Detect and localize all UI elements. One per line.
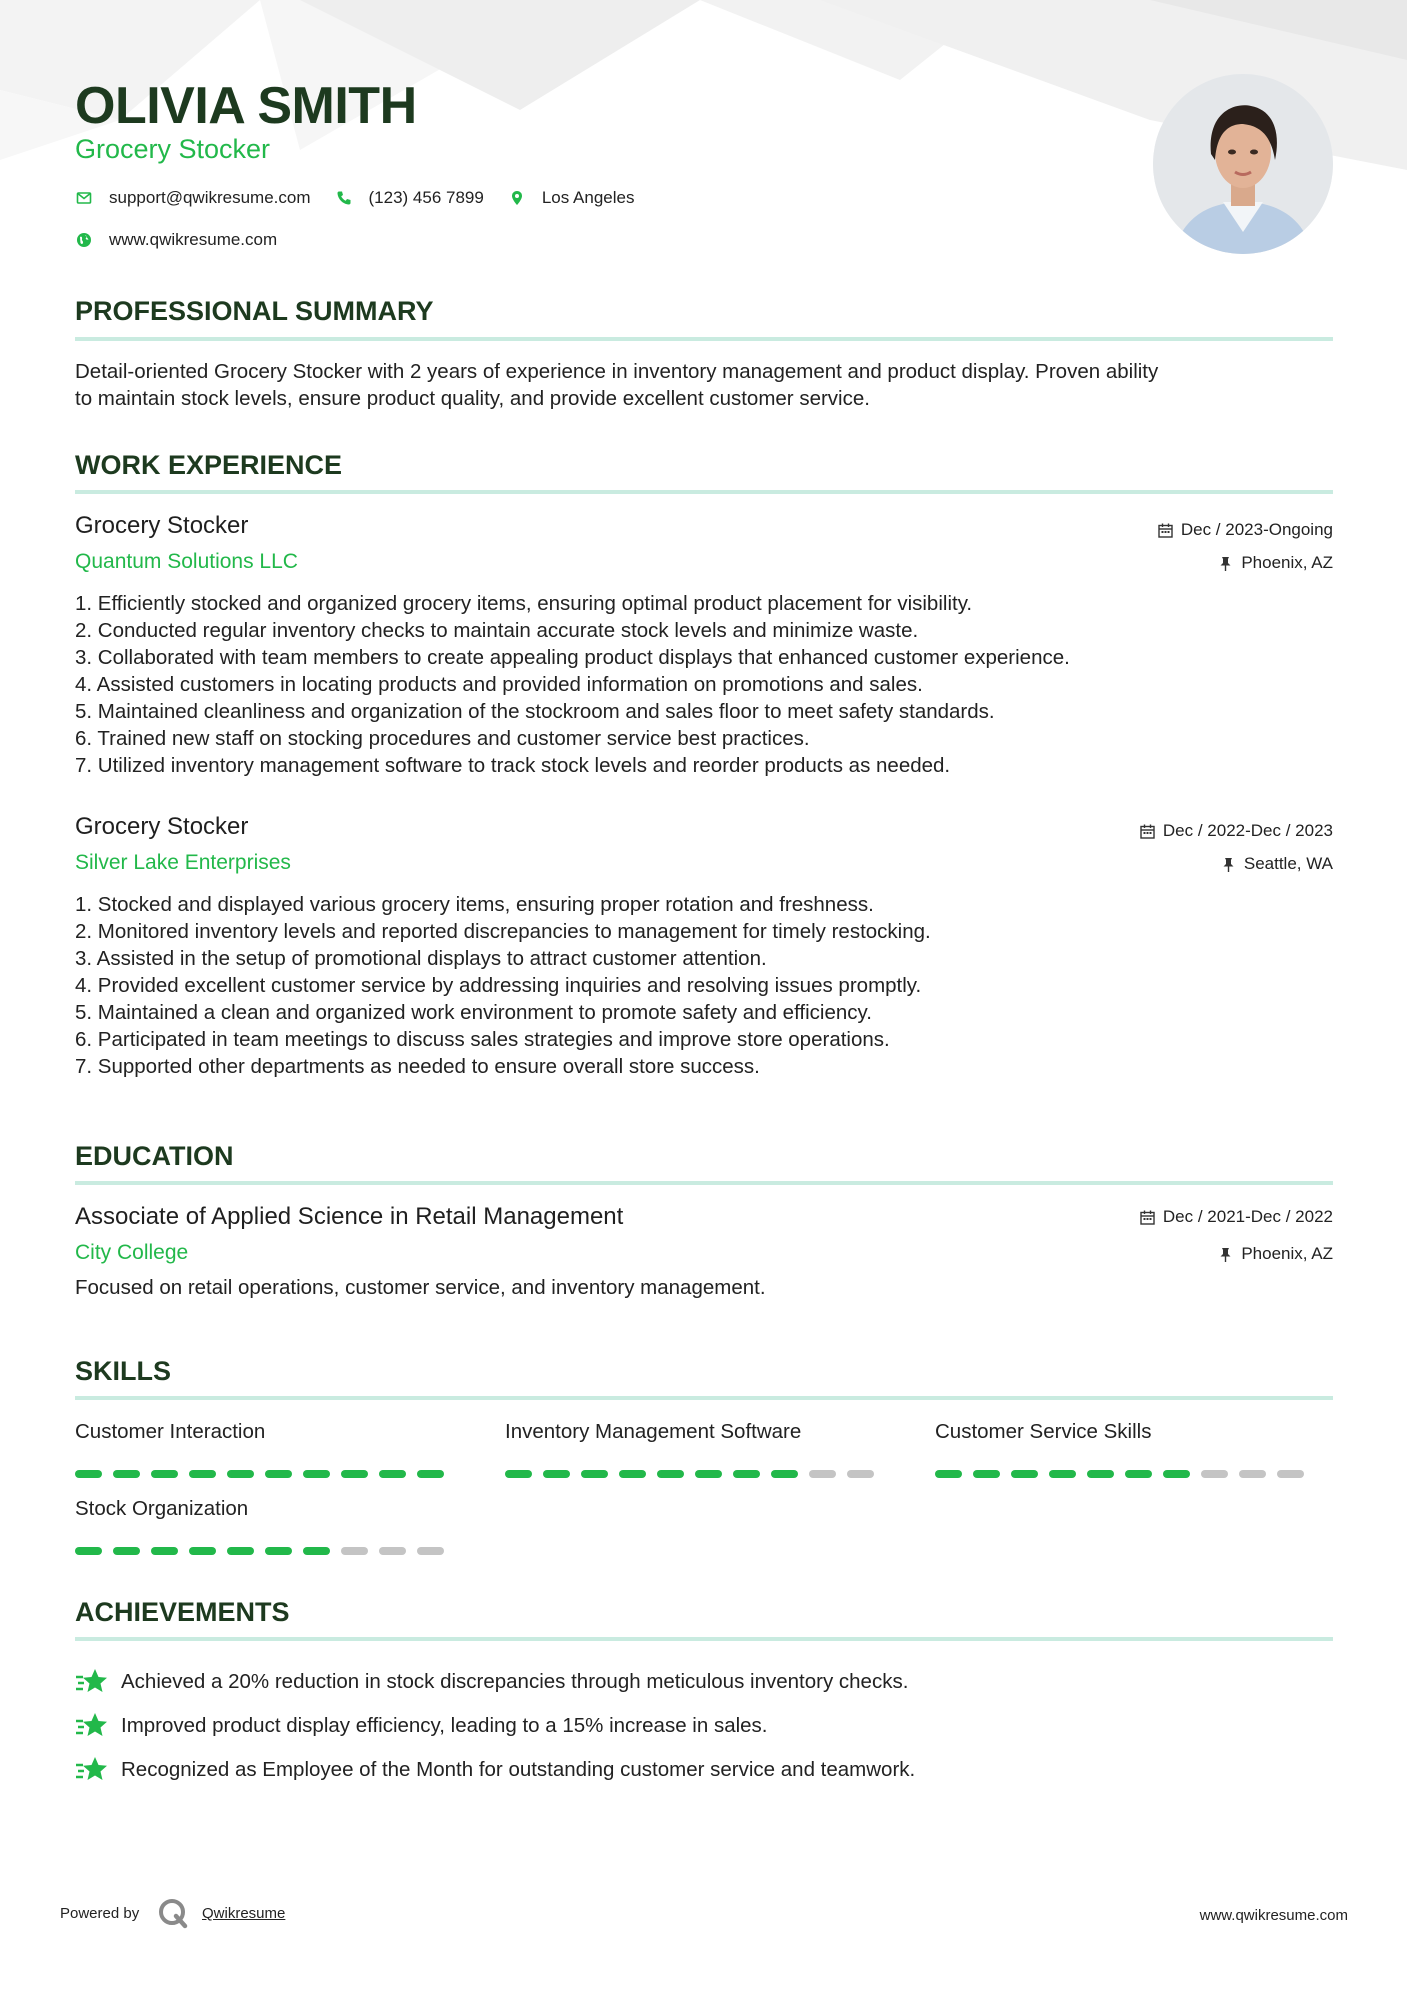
page-footer: [0, 1895, 1407, 1935]
star-award-icon: [75, 1711, 109, 1741]
skill-dash-filled: [265, 1547, 292, 1555]
skill-dash-empty: [847, 1470, 874, 1478]
pushpin-icon: [1218, 1247, 1233, 1262]
education-location-text: Phoenix, AZ: [1241, 1244, 1333, 1263]
list-item: 4. Assisted customers in locating products and provided information on promotions and sales.: [75, 673, 923, 696]
skill-dash-empty: [417, 1547, 444, 1555]
achievements-list: [75, 1660, 915, 1792]
list-item: 1. Efficiently stocked and organized grocery items, ensuring optimal product placement for visibility.: [75, 592, 973, 615]
skill-dash-empty: [341, 1547, 368, 1555]
phone-text: (123) 456 7899: [368, 188, 484, 207]
skill-dash-filled: [303, 1470, 330, 1478]
email-text: support@qwikresume.com: [109, 188, 311, 207]
contact-row-primary: [75, 188, 658, 208]
job-location: [1221, 854, 1333, 874]
skill-dash-filled: [1125, 1470, 1152, 1478]
map-pin-icon: [508, 189, 526, 207]
calendar-icon: [1140, 1210, 1155, 1225]
skill-dash-filled: [189, 1470, 216, 1478]
education-description: Focused on retail operations, customer service, and inventory management.: [75, 1276, 766, 1299]
job-dates: [1158, 520, 1333, 540]
education-heading: EDUCATION: [75, 1141, 234, 1171]
qwikresume-logo-icon: [157, 1897, 189, 1929]
list-item: 7. Supported other departments as needed to ensure overall store success.: [75, 1055, 760, 1078]
skill-dash-filled: [189, 1547, 216, 1555]
skill-dash-empty: [809, 1470, 836, 1478]
job-company: Silver Lake Enterprises: [75, 851, 291, 874]
skill-dash-filled: [151, 1470, 178, 1478]
skill-dash-filled: [619, 1470, 646, 1478]
skill-dash-filled: [935, 1470, 962, 1478]
skill-dash-filled: [265, 1470, 292, 1478]
job-title: Grocery Stocker: [75, 512, 249, 539]
skill-item: [505, 1420, 885, 1478]
job-bullets: [75, 891, 1333, 1080]
summary-line: to maintain stock levels, ensure product quality, and provide excellent customer service.: [75, 387, 870, 410]
skills-heading: SKILLS: [75, 1356, 172, 1386]
achievement-item: [75, 1748, 915, 1792]
skill-dash-filled: [771, 1470, 798, 1478]
star-award-icon: [75, 1667, 109, 1697]
skill-dash-filled: [1163, 1470, 1190, 1478]
skill-dash-filled: [417, 1470, 444, 1478]
skill-level-bar: [505, 1470, 885, 1478]
list-item: 2. Monitored inventory levels and reported discrepancies to management for timely restocking.: [75, 920, 931, 943]
website-text: www.qwikresume.com: [109, 230, 278, 249]
education-degree: Associate of Applied Science in Retail Management: [75, 1203, 624, 1230]
skill-name: Customer Interaction: [75, 1420, 266, 1443]
skill-dash-filled: [581, 1470, 608, 1478]
skill-dash-empty: [1201, 1470, 1228, 1478]
skill-item: [75, 1420, 455, 1478]
job-location-text: Seattle, WA: [1243, 854, 1333, 873]
skill-level-bar: [935, 1470, 1315, 1478]
candidate-role: Grocery Stocker: [75, 134, 271, 164]
candidate-name: OLIVIA SMITH: [75, 77, 417, 135]
skill-dash-empty: [1239, 1470, 1266, 1478]
contact-email[interactable]: [75, 188, 311, 208]
star-award-icon: [75, 1755, 109, 1785]
skill-dash-filled: [303, 1547, 330, 1555]
pushpin-icon: [1221, 857, 1236, 872]
list-item: 5. Maintained cleanliness and organization of the stockroom and sales floor to meet safety standards.: [75, 700, 995, 723]
skill-dash-filled: [1087, 1470, 1114, 1478]
skills-divider: [75, 1396, 1333, 1400]
list-item: 7. Utilized inventory management software to track stock levels and reorder products as needed.: [75, 754, 951, 777]
envelope-icon: [75, 189, 93, 207]
skill-level-bar: [75, 1470, 455, 1478]
summary-heading: PROFESSIONAL SUMMARY: [75, 296, 434, 326]
contact-phone[interactable]: [335, 188, 484, 208]
calendar-icon: [1158, 523, 1173, 538]
skill-dash-empty: [379, 1547, 406, 1555]
list-item: 3. Collaborated with team members to create appealing product displays that enhanced customer experience.: [75, 646, 1070, 669]
achievement-text: Achieved a 20% reduction in stock discrepancies through meticulous inventory checks.: [121, 1670, 909, 1693]
footer-website[interactable]: www.qwikresume.com: [1199, 1907, 1348, 1924]
contact-row-secondary: [75, 230, 301, 250]
skill-item: [75, 1497, 455, 1555]
list-item: 5. Maintained a clean and organized work environment to promote safety and efficiency.: [75, 1001, 872, 1024]
summary-line: Detail-oriented Grocery Stocker with 2 years of experience in inventory management and product display. Proven ability: [75, 360, 1159, 383]
skill-dash-filled: [505, 1470, 532, 1478]
calendar-icon: [1140, 824, 1155, 839]
achievement-item: [75, 1660, 915, 1704]
skill-dash-filled: [75, 1470, 102, 1478]
job-title: Grocery Stocker: [75, 813, 249, 840]
list-item: 6. Trained new staff on stocking procedures and customer service best practices.: [75, 727, 810, 750]
achievements-divider: [75, 1637, 1333, 1641]
skill-dash-filled: [973, 1470, 1000, 1478]
job-location-text: Phoenix, AZ: [1241, 553, 1333, 572]
skill-dash-filled: [733, 1470, 760, 1478]
profile-photo: [1153, 74, 1333, 254]
achievement-text: Recognized as Employee of the Month for outstanding customer service and teamwork.: [121, 1758, 916, 1781]
skill-dash-filled: [695, 1470, 722, 1478]
summary-text: [75, 358, 1333, 412]
phone-icon: [335, 189, 353, 207]
list-item: 1. Stocked and displayed various grocery items, ensuring proper rotation and freshness.: [75, 893, 874, 916]
skill-level-bar: [75, 1547, 455, 1555]
skill-dash-filled: [227, 1547, 254, 1555]
skill-item: [935, 1420, 1315, 1478]
contact-location: [508, 188, 635, 208]
skill-dash-filled: [1049, 1470, 1076, 1478]
skill-dash-filled: [543, 1470, 570, 1478]
achievements-heading: ACHIEVEMENTS: [75, 1597, 290, 1627]
experience-divider: [75, 490, 1333, 494]
education-location: [1218, 1244, 1333, 1264]
pushpin-icon: [1218, 556, 1233, 571]
skill-dash-filled: [227, 1470, 254, 1478]
list-item: 2. Conducted regular inventory checks to maintain accurate stock levels and minimize waste.: [75, 619, 919, 642]
skill-dash-filled: [379, 1470, 406, 1478]
profile-portrait-illustration: [1153, 74, 1333, 254]
globe-icon: [75, 231, 93, 249]
list-item: 3. Assisted in the setup of promotional displays to attract customer attention.: [75, 947, 767, 970]
achievement-text: Improved product display efficiency, leading to a 15% increase in sales.: [121, 1714, 768, 1737]
skill-name: Inventory Management Software: [505, 1420, 802, 1443]
location-text: Los Angeles: [541, 188, 635, 207]
job-dates-text: Dec / 2023-Ongoing: [1180, 520, 1333, 539]
job-dates: [1140, 821, 1333, 841]
list-item: 6. Participated in team meetings to discuss sales strategies and improve store operations.: [75, 1028, 890, 1051]
education-dates-text: Dec / 2021-Dec / 2022: [1162, 1207, 1333, 1226]
skill-dash-filled: [341, 1470, 368, 1478]
qwikresume-link[interactable]: Qwikresume: [202, 1905, 286, 1922]
job-company: Quantum Solutions LLC: [75, 550, 298, 573]
job-dates-text: Dec / 2022-Dec / 2023: [1162, 821, 1333, 840]
powered-by-label: Powered by: [60, 1905, 140, 1922]
list-item: 4. Provided excellent customer service by addressing inquiries and resolving issues promptly.: [75, 974, 922, 997]
experience-heading: WORK EXPERIENCE: [75, 450, 343, 480]
contact-website[interactable]: [75, 230, 277, 250]
skill-dash-filled: [113, 1470, 140, 1478]
education-divider: [75, 1181, 1333, 1185]
skill-name: Stock Organization: [75, 1497, 249, 1520]
skill-dash-empty: [1277, 1470, 1304, 1478]
skill-dash-filled: [75, 1547, 102, 1555]
summary-divider: [75, 337, 1333, 341]
skill-dash-filled: [113, 1547, 140, 1555]
skill-dash-filled: [151, 1547, 178, 1555]
job-bullets: [75, 590, 1333, 779]
job-location: [1218, 553, 1333, 573]
achievement-item: [75, 1704, 915, 1748]
education-dates: [1140, 1207, 1333, 1227]
skill-dash-filled: [657, 1470, 684, 1478]
skill-dash-filled: [1011, 1470, 1038, 1478]
education-school: City College: [75, 1241, 189, 1264]
skill-name: Customer Service Skills: [935, 1420, 1152, 1443]
